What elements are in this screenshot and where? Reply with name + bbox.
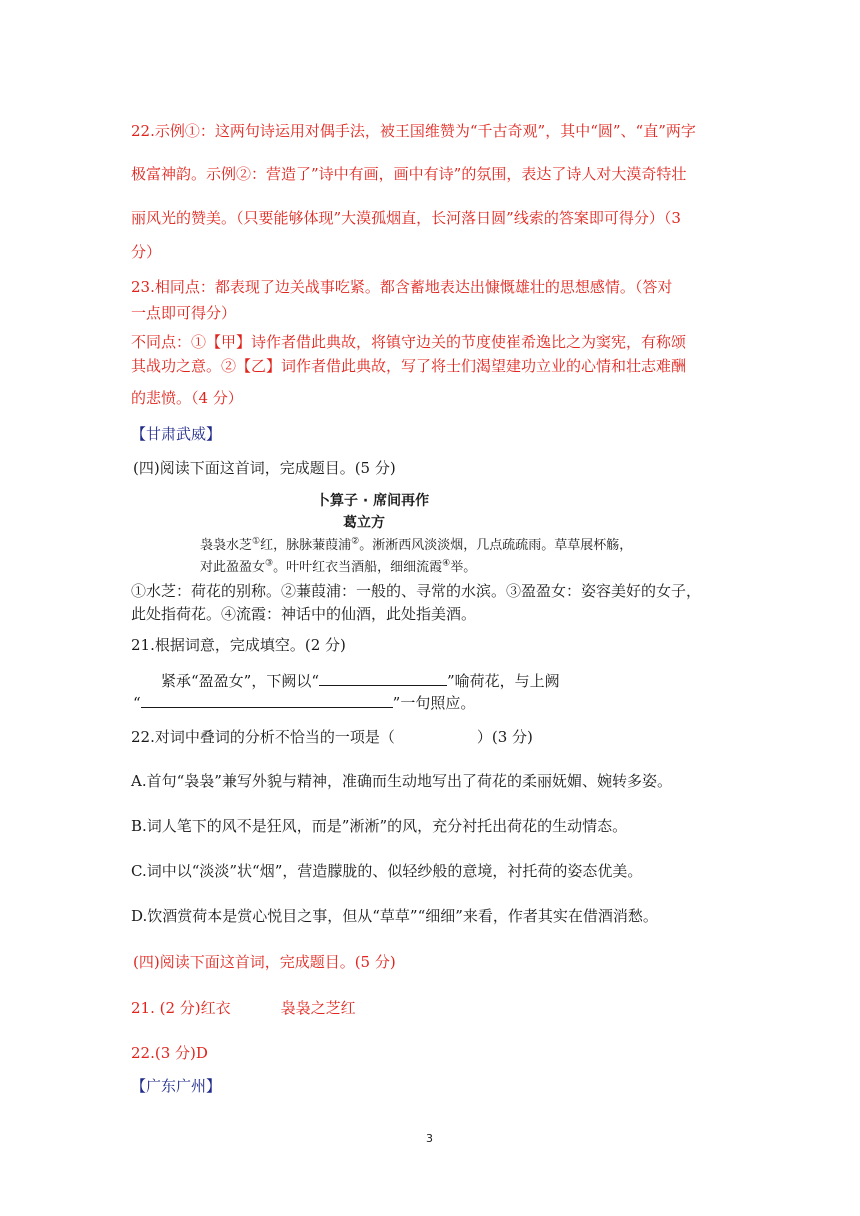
answer-23-line: 不同点：①【甲】诗作者借此典故，将镇守边关的节度使崔希逸比之为窦宪，有称颂 xyxy=(131,333,687,351)
question-21-line xyxy=(161,670,560,691)
page-number: 3 xyxy=(426,1132,433,1145)
poem-author: 葛立方 xyxy=(343,515,385,531)
question-22-stem xyxy=(131,726,533,747)
poem-text: 举。 xyxy=(450,560,477,575)
region-label: 【广东广州】 xyxy=(131,1077,222,1095)
footnote-marker: ② xyxy=(351,536,360,547)
answer-22: 22.(3 分)D xyxy=(131,1044,208,1062)
fill-blank[interactable] xyxy=(319,671,447,686)
poem-note: 此处指荷花。④流霞：神话中的仙酒，此处指美酒。 xyxy=(131,605,477,623)
poem-text: 。淅淅西风淡淡烟，几点疏疏雨。草草展杯觞， xyxy=(359,538,633,553)
question-21-text: 紧承“盈盈女”，下阙以“ xyxy=(161,672,320,690)
option-a: A.首句“袅袅”兼写外貌与精神，准确而生动地写出了荷花的柔丽妩媚、婉转多姿。 xyxy=(131,772,672,790)
footnote-marker: ① xyxy=(252,536,261,547)
answer-22-line: 22.示例①：这两句诗运用对偶手法，被王国维赞为“千古奇观”，其中“圆”、“直”两字 xyxy=(131,122,696,140)
answer-21-value: 袅袅之芝红 xyxy=(280,999,356,1017)
poem-line xyxy=(200,556,476,575)
question-21-stem: 21.根据词意，完成填空。(2 分) xyxy=(131,636,346,654)
question-22-text: 22.对词中叠词的分析不恰当的一项是（ xyxy=(131,728,395,746)
question-21-text: “ xyxy=(133,694,141,712)
answer-section-heading: (四)阅读下面这首词，完成题目。(5 分) xyxy=(133,953,396,971)
answer-23-line: 的悲愤。（4 分） xyxy=(131,389,243,407)
poem-text: 袅袅水芝 xyxy=(200,538,253,553)
option-c: C.词中以“淡淡”状“烟”，营造朦胧的、似轻纱般的意境，衬托荷的姿态优美。 xyxy=(131,862,643,880)
question-22-text: ）(3 分) xyxy=(476,728,533,746)
section-heading: (四)阅读下面这首词，完成题目。(5 分) xyxy=(133,459,396,477)
answer-21 xyxy=(131,997,356,1018)
footnote-marker: ③ xyxy=(265,558,274,569)
question-21-line xyxy=(133,692,475,713)
answer-23-line: 一点即可得分） xyxy=(131,304,237,322)
answer-22-line: 丽风光的赞美。（只要能够体现”大漠孤烟直，长河落日圆”线索的答案即可得分）（3 xyxy=(131,209,681,227)
poem-text: 红，脉脉蒹葭浦 xyxy=(260,538,352,553)
region-label: 【甘肃武威】 xyxy=(131,425,222,443)
fill-blank[interactable] xyxy=(141,693,393,708)
poem-line xyxy=(200,534,632,553)
poem-text: 。叶叶红衣当酒船，细细流霞 xyxy=(273,560,443,575)
answer-22-line: 极富神韵。示例②：营造了”诗中有画，画中有诗”的氛围，表达了诗人对大漠奇特壮 xyxy=(131,165,687,183)
footnote-marker: ④ xyxy=(442,558,451,569)
answer-23-line: 其战功之意。②【乙】词作者借此典故，写了将士们渴望建功立业的心情和壮志难酬 xyxy=(131,357,687,375)
poem-text: 对此盈盈女 xyxy=(200,560,266,575)
question-21-text: ”喻荷花，与上阙 xyxy=(447,672,560,690)
answer-23-line: 23.相同点：都表现了边关战事吃紧。都含蓄地表达出慷慨雄壮的思想感情。（答对 xyxy=(131,278,673,296)
answer-21-label: 21. (2 分)红衣 xyxy=(131,999,231,1017)
poem-note: ①水芝：荷花的别称。②蒹葭浦：一般的、寻常的水滨。③盈盈女：姿容美好的女子， xyxy=(131,582,702,600)
poem-title: 卜算子 · 席间再作 xyxy=(316,493,430,509)
option-d: D.饮酒赏荷本是赏心悦目之事，但从“草草”“细细”来看，作者其实在借酒消愁。 xyxy=(131,907,658,925)
answer-22-line: 分） xyxy=(131,243,162,261)
option-b: B.词人笔下的风不是狂风，而是”淅淅”的风，充分衬托出荷花的生动情态。 xyxy=(131,817,628,835)
question-21-text: ”一句照应。 xyxy=(392,694,476,712)
